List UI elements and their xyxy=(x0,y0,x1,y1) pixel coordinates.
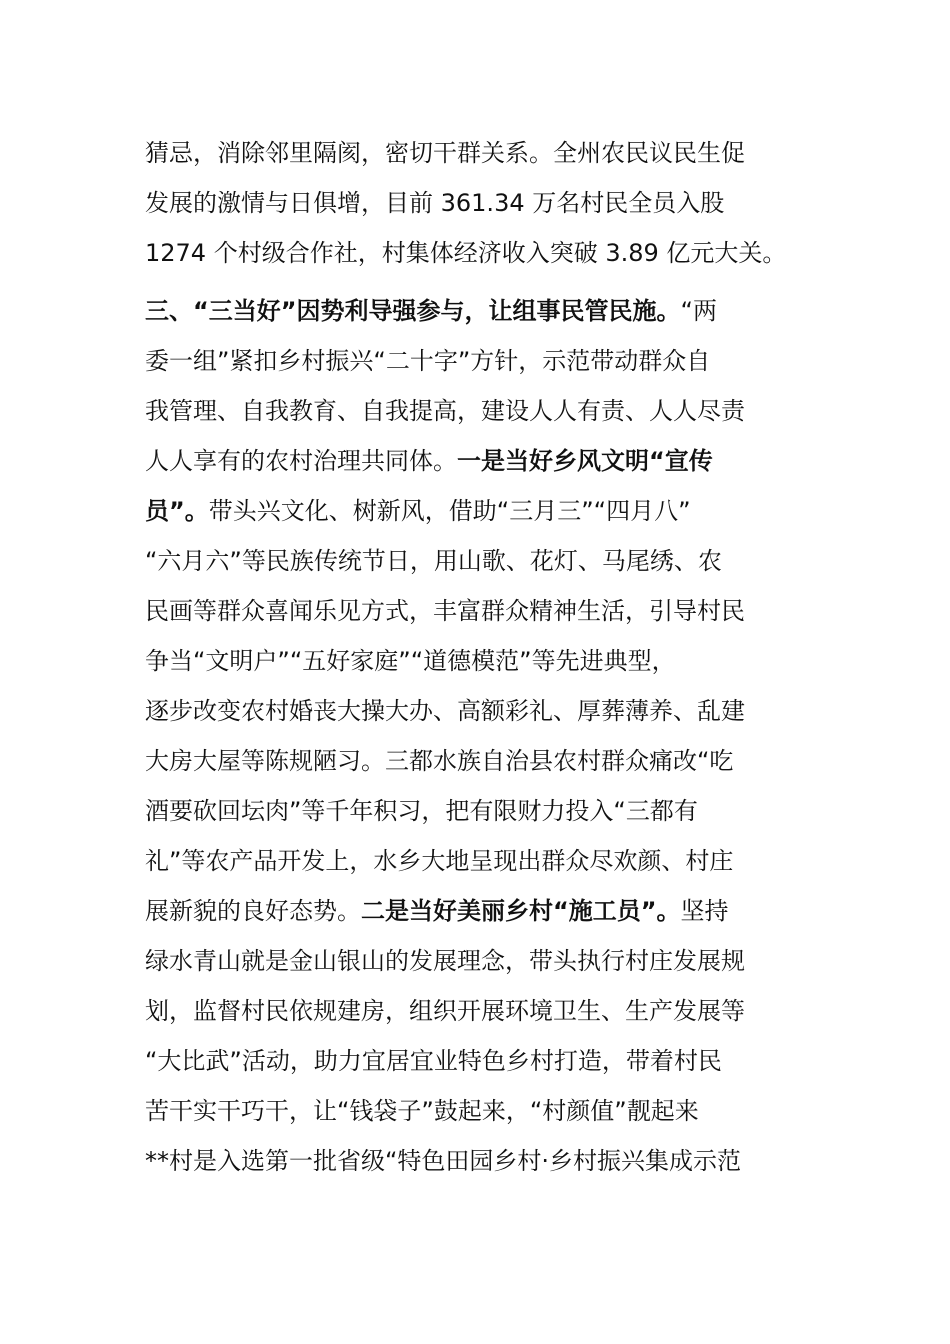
text-line xyxy=(145,286,810,336)
text-run: 大房大屋等陈规陋习。三都水族自治县农村群众痛改“吃 xyxy=(145,747,734,775)
text-run: “六月六”等民族传统节日，用山歌、花灯、马尾绣、农 xyxy=(145,547,722,575)
text-run: 带头兴文化、树新风，借助“三月三”“四月八” xyxy=(208,497,691,525)
text-line xyxy=(145,686,810,736)
text-run: 委一组”紧扣乡村振兴“二十字”方针，示范带动群众自 xyxy=(145,347,711,375)
text-line xyxy=(145,386,810,436)
text-line xyxy=(145,178,810,228)
text-run: 逐步改变农村婚丧大操大办、高额彩礼、厚葬薄养、乱建 xyxy=(145,697,745,725)
text-line xyxy=(145,836,810,886)
text-run: 绿水青山就是金山银山的发展理念，带头执行村庄发展规 xyxy=(145,947,745,975)
text-line xyxy=(145,736,810,786)
document-body-text xyxy=(145,128,810,1186)
text-run: 苦干实干巧干，让“钱袋子”鼓起来，“村颜值”靓起来 xyxy=(145,1097,699,1125)
text-line xyxy=(145,1136,810,1186)
text-run: “两 xyxy=(680,297,717,325)
text-run: 猜忌，消除邻里隔阂，密切干群关系。全州农民议民生促 xyxy=(145,139,745,167)
text-run: 坚持 xyxy=(680,897,729,925)
text-line xyxy=(145,228,810,278)
text-run: 民画等群众喜闻乐见方式，丰富群众精神生活，引导村民 xyxy=(145,597,745,625)
text-run: **村是入选第一批省级“特色田园乡村·乡村振兴集成示范 xyxy=(145,1147,742,1175)
bold-text-run: 员”。 xyxy=(145,497,209,525)
text-run: 酒要砍回坛肉”等千年积习，把有限财力投入“三都有 xyxy=(145,797,698,825)
text-line xyxy=(145,586,810,636)
text-line xyxy=(145,128,810,178)
text-run: 我管理、自我教育、自我提高，建设人人有责、人人尽责 xyxy=(145,397,745,425)
text-line xyxy=(145,636,810,686)
text-line xyxy=(145,436,810,486)
text-run: 1274 个村级合作社，村集体经济收入突破 3.89 亿元大关。 xyxy=(145,239,787,267)
text-line xyxy=(145,986,810,1036)
bold-text-run: 二是当好美丽乡村“施工员”。 xyxy=(361,897,681,925)
text-line xyxy=(145,1036,810,1086)
text-line xyxy=(145,886,810,936)
text-run: 人人享有的农村治理共同体。 xyxy=(145,447,457,475)
text-line xyxy=(145,336,810,386)
text-line xyxy=(145,786,810,836)
text-run: “大比武”活动，助力宜居宜业特色乡村打造，带着村民 xyxy=(145,1047,722,1075)
bold-text-run: 三、“三当好”因势利导强参与，让组事民管民施。 xyxy=(145,297,681,325)
bold-text-run: 一是当好乡风文明“宣传 xyxy=(457,447,713,475)
text-line xyxy=(145,1086,810,1136)
text-run: 争当“文明户”“五好家庭”“道德模范”等先进典型， xyxy=(145,647,676,675)
text-run: 展新貌的良好态势。 xyxy=(145,897,361,925)
text-line xyxy=(145,486,810,536)
text-run: 发展的激情与日俱增，目前 361.34 万名村民全员入股 xyxy=(145,189,725,217)
text-run: 礼”等农产品开发上，水乡大地呈现出群众尽欢颜、村庄 xyxy=(145,847,734,875)
text-line xyxy=(145,936,810,986)
text-run: 划，监督村民依规建房，组织开展环境卫生、生产发展等 xyxy=(145,997,745,1025)
text-line xyxy=(145,536,810,586)
